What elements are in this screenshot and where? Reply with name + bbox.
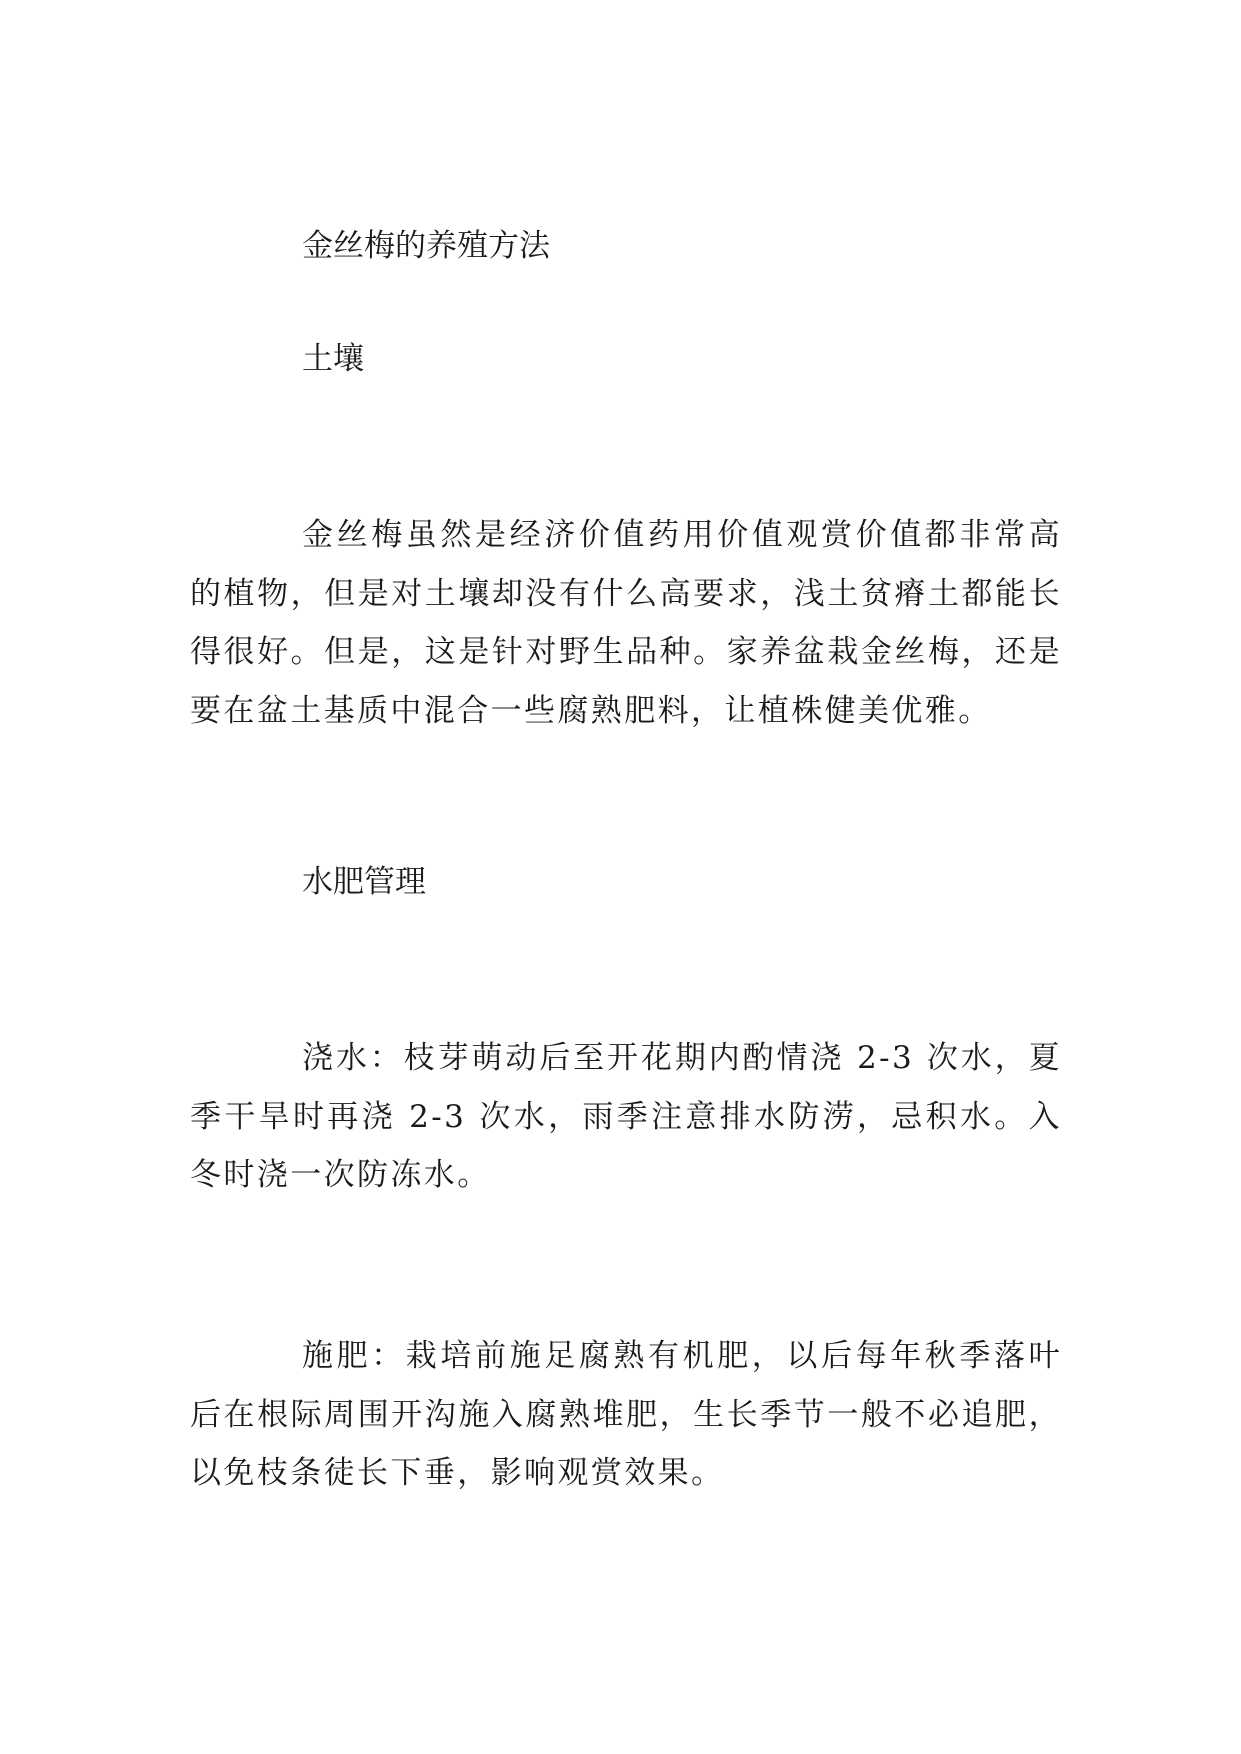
- paragraph-watering: 浇水：枝芽萌动后至开花期内酌情浇 2-3 次水，夏季干旱时再浇 2-3 次水，雨季注意排水防涝，忌积水。入冬时浇一次防冻水。: [190, 1040, 1062, 1193]
- section-heading-soil: 土壤: [302, 341, 364, 377]
- paragraph-soil: 金丝梅虽然是经济价值药用价值观赏价值都非常高的植物，但是对土壤却没有什么高要求，浅土贫瘠土都能长得很好。但是，这是针对野生品种。家养盆栽金丝梅，还是要在盆土基质中混合一些腐熟肥料，让植株健美优雅。: [190, 517, 1062, 729]
- document-title: 金丝梅的养殖方法: [302, 228, 550, 264]
- section-heading-water-fertilizer: 水肥管理: [302, 864, 426, 900]
- paragraph-fertilizing: 施肥：栽培前施足腐熟有机肥，以后每年秋季落叶后在根际周围开沟施入腐熟堆肥，生长季节一般不必追肥，以免枝条徒长下垂，影响观赏效果。: [190, 1338, 1062, 1491]
